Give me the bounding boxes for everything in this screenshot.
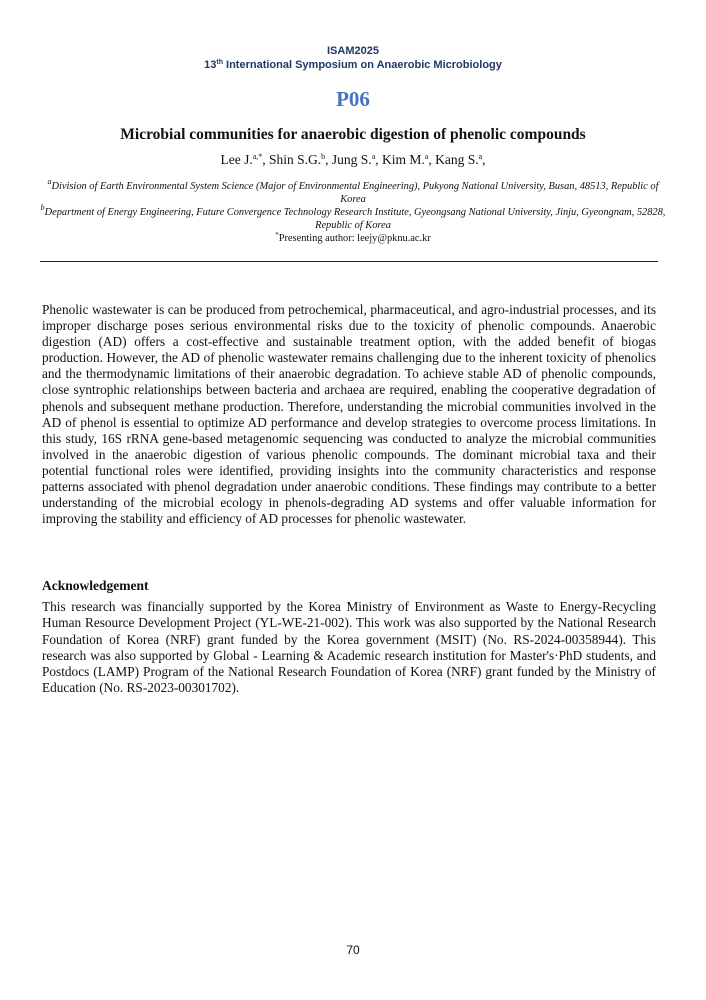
page-number: 70: [346, 943, 360, 957]
affiliation-b: $^b$Department of Energy Engineering, Future Convergence Technology Research Institute, Gyeongsang National University, Jinju, Gyeongnam, 52828, Republic of Korea: [40, 203, 666, 231]
author-list: Lee J.$^{a,*}$, Shin S.G.$^b$, Jung S.$^a$, Kim M.$^a$, Kang S.$^a$,: [220, 152, 486, 167]
paper-title: Microbial communities for anaerobic digestion of phenolic compounds: [120, 126, 586, 143]
acknowledgement-heading: Acknowledgement: [42, 578, 149, 593]
presenting-author: *Presenting author: leejy@pknu.ac.kr: [275, 231, 431, 244]
header-divider: [40, 261, 658, 262]
conference-header: [0, 44, 706, 73]
conference-full-name: [0, 58, 706, 73]
poster-id: P06: [336, 87, 370, 111]
author: Kim M.$^a$: [382, 152, 429, 167]
conference-ordinal-suffix: th: [216, 59, 223, 66]
affiliations: [40, 177, 666, 245]
acknowledgement-body: This research was financially supported by the Korea Ministry of Environment as Waste to Energy-Recycling Human Resource Development Project (YL-WE-21-002). This work was also supported by the National Research Foundation of Korea (NRF) grant funded by the Korea government (MSIT) (No. RS-2024-00358944). This research was also supported by Global - Learning & Academic research institution for Master's·PhD students, and Postdocs (LAMP) Program of the National Research Foundation of Korea (NRF) grant funded by the Ministry of Education (No. RS-2023-00301702).: [42, 599, 656, 696]
conference-ordinal-number: 13: [204, 59, 217, 71]
conference-short-name: ISAM2025: [327, 45, 379, 57]
author: Jung S.$^a$: [331, 152, 376, 167]
conference-full-title: International Symposium on Anaerobic Microbiology: [226, 59, 502, 71]
abstract-body: Phenolic wastewater is can be produced from petrochemical, pharmaceutical, and agro-industrial processes, and its improper discharge poses serious environmental risks due to the toxicity of phenolic compounds. Anaerobic digestion (AD) offers a cost-effective and sustainable treatment option, with the added benefit of biogas production. However, the AD of phenolic wastewater remains challenging due to the inherent toxicity of phenolics and the thermodynamic limitations of their anaerobic degradation. To achieve stable AD of phenolic compounds, close syntrophic relationships between bacteria and archaea are required, enabling the cooperative degradation of phenols and subsequent methane production. Therefore, understanding the microbial communities involved in the AD of phenol is essential to optimize AD performance and develop strategies to overcome process limitations. In this study, 16S rRNA gene-based metagenomic sequencing was conducted to analyze the microbial communities involved in the anaerobic digestion of various phenolic compounds. The dominant microbial taxa and their potential functional roles were identified, providing insights into the community characteristics and response patterns associated with phenol degradation under anaerobic conditions. These findings may contribute to a better understanding of the microbial ecology in phenols-degrading AD systems and offer valuable information for improving the stability and efficiency of AD processes for phenolic wastewater.: [42, 302, 656, 527]
author: Kang S.$^a$: [435, 152, 483, 167]
author: Shin S.G.$^b$: [269, 152, 326, 167]
affiliation-a: $^a$Division of Earth Environmental System Science (Major of Environmental Engineering), Pukyong National University, Busan, 48513, Republic of Korea: [47, 177, 659, 205]
author: Lee J.$^{a,*}$: [220, 152, 263, 167]
